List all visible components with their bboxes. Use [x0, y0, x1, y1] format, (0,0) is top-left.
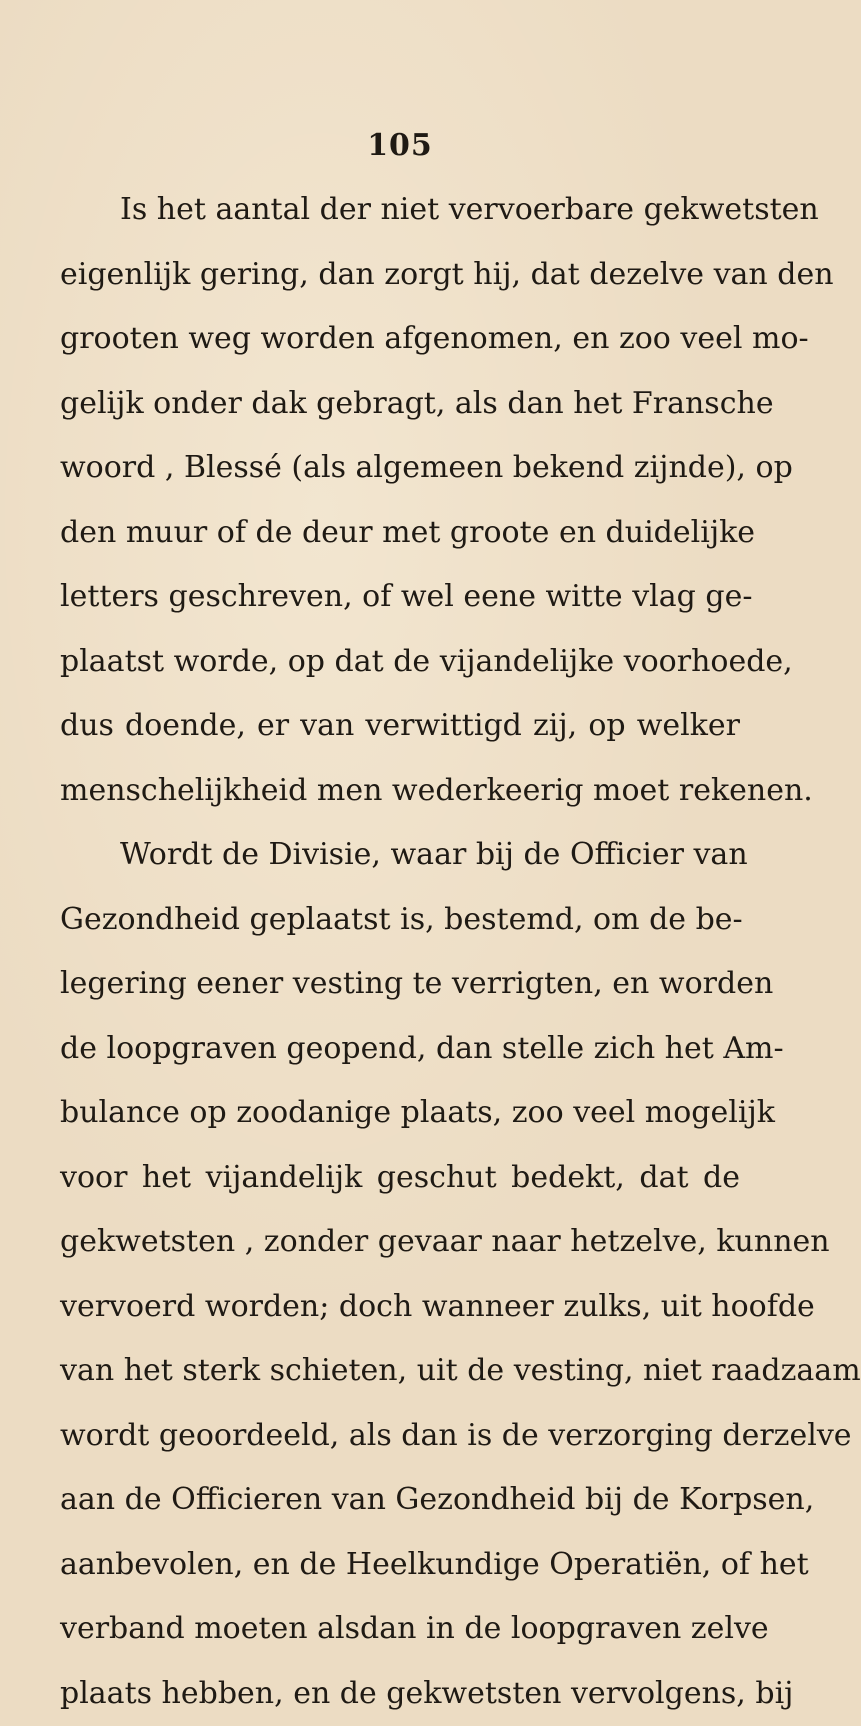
text-line: dus doende, er van verwittigd zij, op welker [60, 694, 740, 759]
text-line: plaats hebben, en de gekwetsten vervolgens, bij [60, 1662, 740, 1726]
text-line: van het sterk schieten, uit de vesting, niet raadzaam [60, 1339, 740, 1404]
text-line: eigenlijk gering, dan zorgt hij, dat dezelve van den [60, 243, 740, 308]
text-line: vervoerd worden; doch wanneer zulks, uit hoofde [60, 1275, 740, 1340]
text-line: wordt geoordeeld, als dan is de verzorging derzelve [60, 1404, 740, 1469]
text-line: Gezondheid geplaatst is, bestemd, om de be- [60, 888, 740, 953]
text-line: den muur of de deur met groote en duidelijke [60, 501, 740, 566]
text-line: de loopgraven geopend, dan stelle zich het Am- [60, 1017, 740, 1082]
text-line: woord , Blessé (als algemeen bekend zijnde), op [60, 436, 740, 501]
text-line: grooten weg worden afgenomen, en zoo veel mo- [60, 307, 740, 372]
page-number: 105 [0, 128, 800, 163]
text-line: verband moeten alsdan in de loopgraven zelve [60, 1597, 740, 1662]
text-line: legering eener vesting te verrigten, en worden [60, 952, 740, 1017]
text-line: gelijk onder dak gebragt, als dan het Fransche [60, 372, 740, 437]
text-line: bulance op zoodanige plaats, zoo veel mogelijk [60, 1081, 740, 1146]
text-line: Wordt de Divisie, waar bij de Officier van [60, 823, 740, 888]
text-line: Is het aantal der niet vervoerbare gekwetsten [60, 178, 740, 243]
text-line: menschelijkheid men wederkeerig moet rekenen. [60, 759, 740, 824]
text-line: aanbevolen, en de Heelkundige Operatiën, of het [60, 1533, 740, 1598]
text-line: plaatst worde, op dat de vijandelijke voorhoede, [60, 630, 740, 695]
body-text [60, 178, 740, 1726]
text-line: letters geschreven, of wel eene witte vlag ge- [60, 565, 740, 630]
text-line: gekwetsten , zonder gevaar naar hetzelve, kunnen [60, 1210, 740, 1275]
text-line: voor het vijandelijk geschut bedekt, dat de [60, 1146, 740, 1211]
text-line: aan de Officieren van Gezondheid bij de Korpsen, [60, 1468, 740, 1533]
